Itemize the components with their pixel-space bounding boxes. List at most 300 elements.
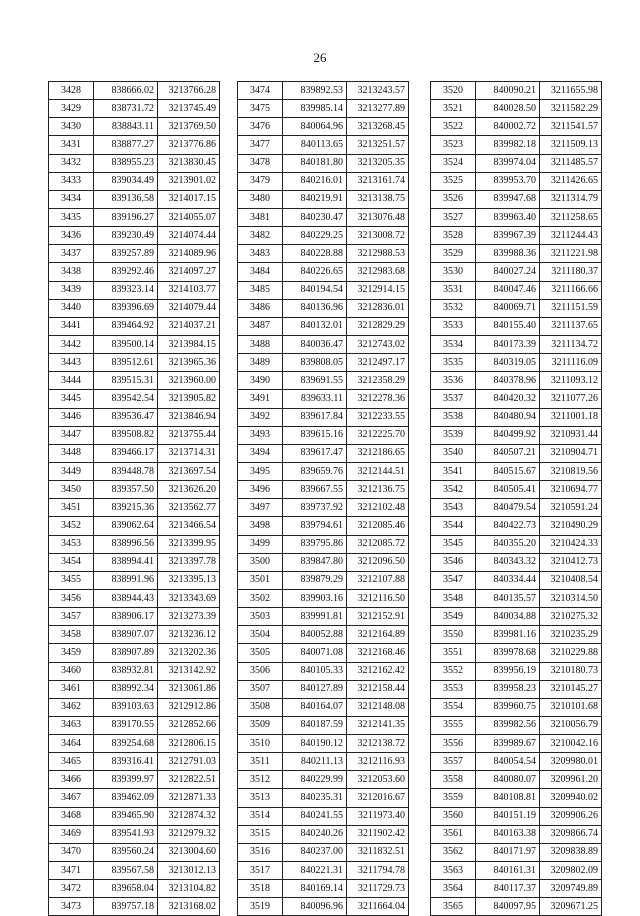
- point-number-cell: 3491: [238, 390, 283, 408]
- y-coordinate-cell: 3212162.42: [347, 662, 409, 680]
- x-coordinate-cell: 840090.21: [476, 82, 540, 100]
- table-row: [431, 499, 602, 517]
- table-row: [238, 517, 409, 535]
- y-coordinate-cell: 3212225.70: [347, 426, 409, 444]
- point-number-cell: 3493: [238, 426, 283, 444]
- y-coordinate-cell: 3213766.28: [158, 82, 220, 100]
- y-coordinate-cell: 3213562.77: [158, 499, 220, 517]
- y-coordinate-cell: 3213905.82: [158, 390, 220, 408]
- y-coordinate-cell: 3211902.42: [347, 825, 409, 843]
- table-row: [49, 880, 220, 898]
- point-number-cell: 3430: [49, 118, 94, 136]
- table-row: [431, 372, 602, 390]
- x-coordinate-cell: 839617.47: [283, 444, 347, 462]
- table-row: [238, 263, 409, 281]
- table-row: [49, 82, 220, 100]
- y-coordinate-cell: 3212136.75: [347, 481, 409, 499]
- y-coordinate-cell: 3213769.50: [158, 118, 220, 136]
- table-row: [238, 426, 409, 444]
- point-number-cell: 3509: [238, 716, 283, 734]
- x-coordinate-cell: 840355.20: [476, 535, 540, 553]
- y-coordinate-cell: 3212233.55: [347, 408, 409, 426]
- point-number-cell: 3564: [431, 880, 476, 898]
- table-row: [49, 390, 220, 408]
- table-row: [238, 862, 409, 880]
- point-number-cell: 3469: [49, 825, 94, 843]
- point-number-cell: 3474: [238, 82, 283, 100]
- x-coordinate-cell: 840226.65: [283, 263, 347, 281]
- point-number-cell: 3490: [238, 372, 283, 390]
- table-row: [238, 880, 409, 898]
- table-row: [238, 571, 409, 589]
- x-coordinate-cell: 840127.89: [283, 680, 347, 698]
- point-number-cell: 3547: [431, 571, 476, 589]
- table-row: [49, 118, 220, 136]
- x-coordinate-cell: 840097.95: [476, 898, 540, 916]
- x-coordinate-cell: 839960.75: [476, 698, 540, 716]
- y-coordinate-cell: 3211077.26: [540, 390, 602, 408]
- table-row: [238, 172, 409, 190]
- y-coordinate-cell: 3212852.66: [158, 716, 220, 734]
- y-coordinate-cell: 3213061.86: [158, 680, 220, 698]
- table-row: [238, 444, 409, 462]
- x-coordinate-cell: 839542.54: [94, 390, 158, 408]
- table-row: [431, 698, 602, 716]
- point-number-cell: 3540: [431, 444, 476, 462]
- y-coordinate-cell: 3211973.40: [347, 807, 409, 825]
- table-row: [49, 154, 220, 172]
- table-row: [49, 571, 220, 589]
- x-coordinate-cell: 839257.89: [94, 245, 158, 263]
- table-row: [238, 535, 409, 553]
- x-coordinate-cell: 839794.61: [283, 517, 347, 535]
- point-number-cell: 3501: [238, 571, 283, 589]
- x-coordinate-cell: 839615.16: [283, 426, 347, 444]
- y-coordinate-cell: 3210314.50: [540, 589, 602, 607]
- y-coordinate-cell: 3210042.16: [540, 735, 602, 753]
- x-coordinate-cell: 838843.11: [94, 118, 158, 136]
- table-row: [49, 535, 220, 553]
- y-coordinate-cell: 3210490.29: [540, 517, 602, 535]
- table-row: [431, 118, 602, 136]
- x-coordinate-cell: 840507.21: [476, 444, 540, 462]
- point-number-cell: 3457: [49, 608, 94, 626]
- y-coordinate-cell: 3213755.44: [158, 426, 220, 444]
- point-number-cell: 3475: [238, 100, 283, 118]
- x-coordinate-cell: 839956.19: [476, 662, 540, 680]
- x-coordinate-cell: 839230.49: [94, 227, 158, 245]
- y-coordinate-cell: 3213268.45: [347, 118, 409, 136]
- table-row: [49, 408, 220, 426]
- table-row: [238, 136, 409, 154]
- x-coordinate-cell: 839357.50: [94, 481, 158, 499]
- x-coordinate-cell: 840241.55: [283, 807, 347, 825]
- x-coordinate-cell: 839989.67: [476, 735, 540, 753]
- table-row: [49, 807, 220, 825]
- table-row: [49, 517, 220, 535]
- y-coordinate-cell: 3210275.32: [540, 608, 602, 626]
- point-number-cell: 3535: [431, 354, 476, 372]
- table-row: [238, 335, 409, 353]
- y-coordinate-cell: 3213205.35: [347, 154, 409, 172]
- point-number-cell: 3473: [49, 898, 94, 916]
- point-number-cell: 3464: [49, 735, 94, 753]
- y-coordinate-cell: 3211485.57: [540, 154, 602, 172]
- point-number-cell: 3484: [238, 263, 283, 281]
- y-coordinate-cell: 3212358.29: [347, 372, 409, 390]
- table-row: [238, 281, 409, 299]
- point-number-cell: 3559: [431, 789, 476, 807]
- point-number-cell: 3511: [238, 753, 283, 771]
- point-number-cell: 3499: [238, 535, 283, 553]
- table-row: [49, 136, 220, 154]
- table-row: [431, 825, 602, 843]
- point-number-cell: 3467: [49, 789, 94, 807]
- x-coordinate-cell: 839982.56: [476, 716, 540, 734]
- table-row: [431, 680, 602, 698]
- x-coordinate-cell: 840105.33: [283, 662, 347, 680]
- y-coordinate-cell: 3209671.25: [540, 898, 602, 916]
- table-row: [49, 626, 220, 644]
- table-row: [431, 263, 602, 281]
- table-row: [49, 317, 220, 335]
- x-coordinate-cell: 839795.86: [283, 535, 347, 553]
- y-coordinate-cell: 3212085.46: [347, 517, 409, 535]
- point-number-cell: 3516: [238, 843, 283, 861]
- table-row: [238, 807, 409, 825]
- x-coordinate-cell: 839323.14: [94, 281, 158, 299]
- point-number-cell: 3521: [431, 100, 476, 118]
- table-row: [49, 208, 220, 226]
- point-number-cell: 3458: [49, 626, 94, 644]
- point-number-cell: 3502: [238, 589, 283, 607]
- table-row: [431, 426, 602, 444]
- x-coordinate-cell: 838994.41: [94, 553, 158, 571]
- y-coordinate-cell: 3212791.03: [158, 753, 220, 771]
- table-row: [431, 608, 602, 626]
- point-number-cell: 3470: [49, 843, 94, 861]
- point-number-cell: 3481: [238, 208, 283, 226]
- table-row: [49, 100, 220, 118]
- point-number-cell: 3468: [49, 807, 94, 825]
- y-coordinate-cell: 3212168.46: [347, 644, 409, 662]
- x-coordinate-cell: 838991.96: [94, 571, 158, 589]
- y-coordinate-cell: 3214097.27: [158, 263, 220, 281]
- x-coordinate-cell: 839974.04: [476, 154, 540, 172]
- x-coordinate-cell: 840169.14: [283, 880, 347, 898]
- y-coordinate-cell: 3212874.32: [158, 807, 220, 825]
- x-coordinate-cell: 840194.54: [283, 281, 347, 299]
- y-coordinate-cell: 3211134.72: [540, 335, 602, 353]
- point-number-cell: 3431: [49, 136, 94, 154]
- point-number-cell: 3554: [431, 698, 476, 716]
- point-number-cell: 3546: [431, 553, 476, 571]
- y-coordinate-cell: 3213965.36: [158, 354, 220, 372]
- y-coordinate-cell: 3211166.66: [540, 281, 602, 299]
- table-row: [238, 771, 409, 789]
- y-coordinate-cell: 3211655.98: [540, 82, 602, 100]
- x-coordinate-cell: 839991.81: [283, 608, 347, 626]
- table-row: [431, 154, 602, 172]
- y-coordinate-cell: 3210591.24: [540, 499, 602, 517]
- point-number-cell: 3560: [431, 807, 476, 825]
- point-number-cell: 3489: [238, 354, 283, 372]
- x-coordinate-cell: 839892.53: [283, 82, 347, 100]
- table-row: [238, 608, 409, 626]
- x-coordinate-cell: 840480.94: [476, 408, 540, 426]
- y-coordinate-cell: 3210424.33: [540, 535, 602, 553]
- point-number-cell: 3549: [431, 608, 476, 626]
- x-coordinate-cell: 838955.23: [94, 154, 158, 172]
- point-number-cell: 3558: [431, 771, 476, 789]
- point-number-cell: 3523: [431, 136, 476, 154]
- point-number-cell: 3429: [49, 100, 94, 118]
- table-row: [238, 680, 409, 698]
- point-number-cell: 3527: [431, 208, 476, 226]
- table-row: [238, 354, 409, 372]
- x-coordinate-cell: 840235.31: [283, 789, 347, 807]
- table-row: [238, 299, 409, 317]
- y-coordinate-cell: 3212822.51: [158, 771, 220, 789]
- y-coordinate-cell: 3213397.78: [158, 553, 220, 571]
- y-coordinate-cell: 3212158.44: [347, 680, 409, 698]
- y-coordinate-cell: 3213012.13: [158, 862, 220, 880]
- x-coordinate-cell: 840216.01: [283, 172, 347, 190]
- x-coordinate-cell: 839399.97: [94, 771, 158, 789]
- table-row: [431, 789, 602, 807]
- table-row: [238, 698, 409, 716]
- table-row: [49, 843, 220, 861]
- y-coordinate-cell: 3211137.65: [540, 317, 602, 335]
- point-number-cell: 3444: [49, 372, 94, 390]
- point-number-cell: 3494: [238, 444, 283, 462]
- point-number-cell: 3525: [431, 172, 476, 190]
- x-coordinate-cell: 839985.14: [283, 100, 347, 118]
- y-coordinate-cell: 3210408.54: [540, 571, 602, 589]
- y-coordinate-cell: 3213008.72: [347, 227, 409, 245]
- table-row: [431, 408, 602, 426]
- table-row: [49, 716, 220, 734]
- table-row: [238, 589, 409, 607]
- point-number-cell: 3514: [238, 807, 283, 825]
- table-row: [238, 208, 409, 226]
- table-row: [49, 662, 220, 680]
- x-coordinate-cell: 839903.16: [283, 589, 347, 607]
- point-number-cell: 3563: [431, 862, 476, 880]
- table-row: [238, 462, 409, 480]
- x-coordinate-cell: 840229.99: [283, 771, 347, 789]
- y-coordinate-cell: 3209940.02: [540, 789, 602, 807]
- table-row: [49, 553, 220, 571]
- y-coordinate-cell: 3212743.02: [347, 335, 409, 353]
- point-number-cell: 3482: [238, 227, 283, 245]
- table-row: [238, 716, 409, 734]
- point-number-cell: 3437: [49, 245, 94, 263]
- point-number-cell: 3434: [49, 190, 94, 208]
- point-number-cell: 3506: [238, 662, 283, 680]
- y-coordinate-cell: 3213251.57: [347, 136, 409, 154]
- table-row: [49, 825, 220, 843]
- x-coordinate-cell: 840161.31: [476, 862, 540, 880]
- x-coordinate-cell: 839567.58: [94, 862, 158, 880]
- table-row: [49, 335, 220, 353]
- point-number-cell: 3536: [431, 372, 476, 390]
- table-row: [49, 372, 220, 390]
- point-number-cell: 3556: [431, 735, 476, 753]
- table-row: [49, 481, 220, 499]
- y-coordinate-cell: 3213399.95: [158, 535, 220, 553]
- x-coordinate-cell: 840334.44: [476, 571, 540, 589]
- table-row: [49, 281, 220, 299]
- y-coordinate-cell: 3214103.77: [158, 281, 220, 299]
- x-coordinate-cell: 840173.39: [476, 335, 540, 353]
- point-number-cell: 3522: [431, 118, 476, 136]
- x-coordinate-cell: 840515.67: [476, 462, 540, 480]
- point-number-cell: 3529: [431, 245, 476, 263]
- point-number-cell: 3465: [49, 753, 94, 771]
- x-coordinate-cell: 840080.07: [476, 771, 540, 789]
- x-coordinate-cell: 840211.13: [283, 753, 347, 771]
- x-coordinate-cell: 840113.65: [283, 136, 347, 154]
- point-number-cell: 3504: [238, 626, 283, 644]
- point-number-cell: 3483: [238, 245, 283, 263]
- table-row: [49, 245, 220, 263]
- point-number-cell: 3505: [238, 644, 283, 662]
- point-number-cell: 3553: [431, 680, 476, 698]
- y-coordinate-cell: 3213745.49: [158, 100, 220, 118]
- point-number-cell: 3441: [49, 317, 94, 335]
- table-row: [238, 789, 409, 807]
- table-row: [238, 190, 409, 208]
- y-coordinate-cell: 3212016.67: [347, 789, 409, 807]
- y-coordinate-cell: 3213161.74: [347, 172, 409, 190]
- table-row: [49, 771, 220, 789]
- y-coordinate-cell: 3212912.86: [158, 698, 220, 716]
- point-number-cell: 3495: [238, 462, 283, 480]
- y-coordinate-cell: 3211093.12: [540, 372, 602, 390]
- y-coordinate-cell: 3209980.01: [540, 753, 602, 771]
- x-coordinate-cell: 839978.68: [476, 644, 540, 662]
- point-number-cell: 3526: [431, 190, 476, 208]
- table-row: [49, 263, 220, 281]
- y-coordinate-cell: 3212836.01: [347, 299, 409, 317]
- y-coordinate-cell: 3210412.73: [540, 553, 602, 571]
- point-number-cell: 3455: [49, 571, 94, 589]
- x-coordinate-cell: 839658.04: [94, 880, 158, 898]
- x-coordinate-cell: 839465.90: [94, 807, 158, 825]
- x-coordinate-cell: 840047.46: [476, 281, 540, 299]
- y-coordinate-cell: 3210694.77: [540, 481, 602, 499]
- y-coordinate-cell: 3212148.08: [347, 698, 409, 716]
- x-coordinate-cell: 838666.02: [94, 82, 158, 100]
- y-coordinate-cell: 3212085.72: [347, 535, 409, 553]
- y-coordinate-cell: 3213466.54: [158, 517, 220, 535]
- table-row: [431, 589, 602, 607]
- table-row: [238, 898, 409, 916]
- y-coordinate-cell: 3213076.48: [347, 208, 409, 226]
- table-row: [49, 698, 220, 716]
- x-coordinate-cell: 839982.18: [476, 136, 540, 154]
- y-coordinate-cell: 3209866.74: [540, 825, 602, 843]
- point-number-cell: 3545: [431, 535, 476, 553]
- point-number-cell: 3518: [238, 880, 283, 898]
- x-coordinate-cell: 839196.27: [94, 208, 158, 226]
- x-coordinate-cell: 838996.56: [94, 535, 158, 553]
- y-coordinate-cell: 3211244.43: [540, 227, 602, 245]
- table-row: [431, 190, 602, 208]
- table-row: [238, 317, 409, 335]
- x-coordinate-cell: 840479.54: [476, 499, 540, 517]
- point-number-cell: 3485: [238, 281, 283, 299]
- x-coordinate-cell: 840181.80: [283, 154, 347, 172]
- point-number-cell: 3537: [431, 390, 476, 408]
- y-coordinate-cell: 3212053.60: [347, 771, 409, 789]
- point-number-cell: 3548: [431, 589, 476, 607]
- x-coordinate-cell: 839512.61: [94, 354, 158, 372]
- table-row: [431, 245, 602, 263]
- table-row: [431, 898, 602, 916]
- x-coordinate-cell: 840499.92: [476, 426, 540, 444]
- table-row: [49, 444, 220, 462]
- point-number-cell: 3452: [49, 517, 94, 535]
- table-row: [49, 354, 220, 372]
- y-coordinate-cell: 3213830.45: [158, 154, 220, 172]
- x-coordinate-cell: 839981.16: [476, 626, 540, 644]
- coordinate-table-1: [48, 81, 220, 916]
- x-coordinate-cell: 840002.72: [476, 118, 540, 136]
- x-coordinate-cell: 839515.31: [94, 372, 158, 390]
- point-number-cell: 3476: [238, 118, 283, 136]
- point-number-cell: 3460: [49, 662, 94, 680]
- point-number-cell: 3462: [49, 698, 94, 716]
- table-row: [238, 100, 409, 118]
- coordinate-table-2: [237, 81, 409, 916]
- y-coordinate-cell: 3211258.65: [540, 208, 602, 226]
- x-coordinate-cell: 840163.38: [476, 825, 540, 843]
- table-row: [431, 535, 602, 553]
- table-row: [238, 626, 409, 644]
- x-coordinate-cell: 839808.05: [283, 354, 347, 372]
- point-number-cell: 3539: [431, 426, 476, 444]
- y-coordinate-cell: 3211116.09: [540, 354, 602, 372]
- table-row: [49, 499, 220, 517]
- table-row: [431, 354, 602, 372]
- x-coordinate-cell: 839292.46: [94, 263, 158, 281]
- point-number-cell: 3459: [49, 644, 94, 662]
- table-row: [49, 680, 220, 698]
- point-number-cell: 3461: [49, 680, 94, 698]
- x-coordinate-cell: 839103.63: [94, 698, 158, 716]
- table-row: [49, 462, 220, 480]
- y-coordinate-cell: 3209906.26: [540, 807, 602, 825]
- table-row: [431, 753, 602, 771]
- point-number-cell: 3454: [49, 553, 94, 571]
- y-coordinate-cell: 3213901.02: [158, 172, 220, 190]
- point-number-cell: 3486: [238, 299, 283, 317]
- table-row: [431, 807, 602, 825]
- point-number-cell: 3453: [49, 535, 94, 553]
- y-coordinate-cell: 3213960.00: [158, 372, 220, 390]
- x-coordinate-cell: 840096.96: [283, 898, 347, 916]
- y-coordinate-cell: 3212141.35: [347, 716, 409, 734]
- point-number-cell: 3450: [49, 481, 94, 499]
- table-row: [49, 862, 220, 880]
- point-number-cell: 3515: [238, 825, 283, 843]
- x-coordinate-cell: 838932.81: [94, 662, 158, 680]
- point-number-cell: 3507: [238, 680, 283, 698]
- y-coordinate-cell: 3211221.98: [540, 245, 602, 263]
- y-coordinate-cell: 3210180.73: [540, 662, 602, 680]
